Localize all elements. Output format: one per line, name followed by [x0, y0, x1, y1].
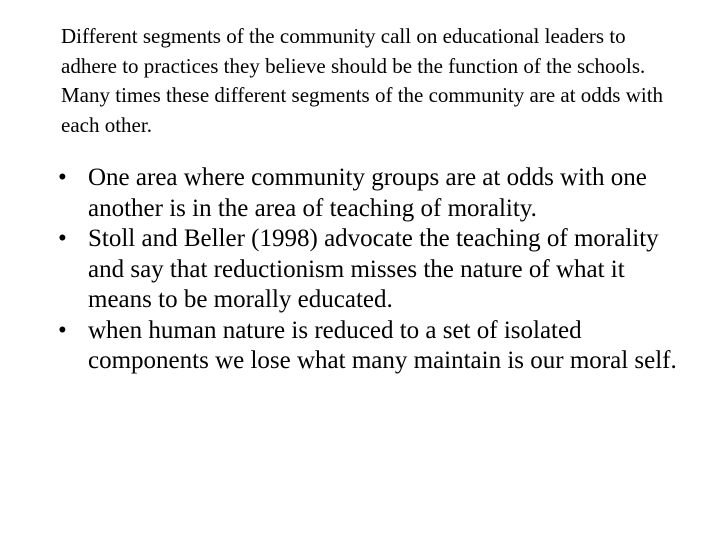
bullet-icon: • [58, 316, 67, 344]
bullet-icon: • [58, 164, 67, 191]
intro-paragraph: Different segments of the community call on educational leaders to adhere to practices they believe should be the function of the schools. Many times these different segments of the community are at odds with each other. [61, 24, 664, 137]
bullet-item [58, 224, 678, 316]
bullet-item [58, 163, 678, 224]
bullet-icon: • [58, 225, 67, 252]
bullet-text: when human nature is reduced to a set of isolated components we lose what many maintain is our moral self. [88, 316, 677, 374]
bullet-text: Stoll and Beller (1998) advocate the teaching of morality and say that reductionism misses the nature of what it means to be morally educated. [88, 225, 659, 313]
bullet-item [58, 316, 678, 377]
bullet-list [58, 163, 678, 377]
bullet-text: One area where community groups are at odds with one another is in the area of teaching of morality. [88, 164, 647, 222]
